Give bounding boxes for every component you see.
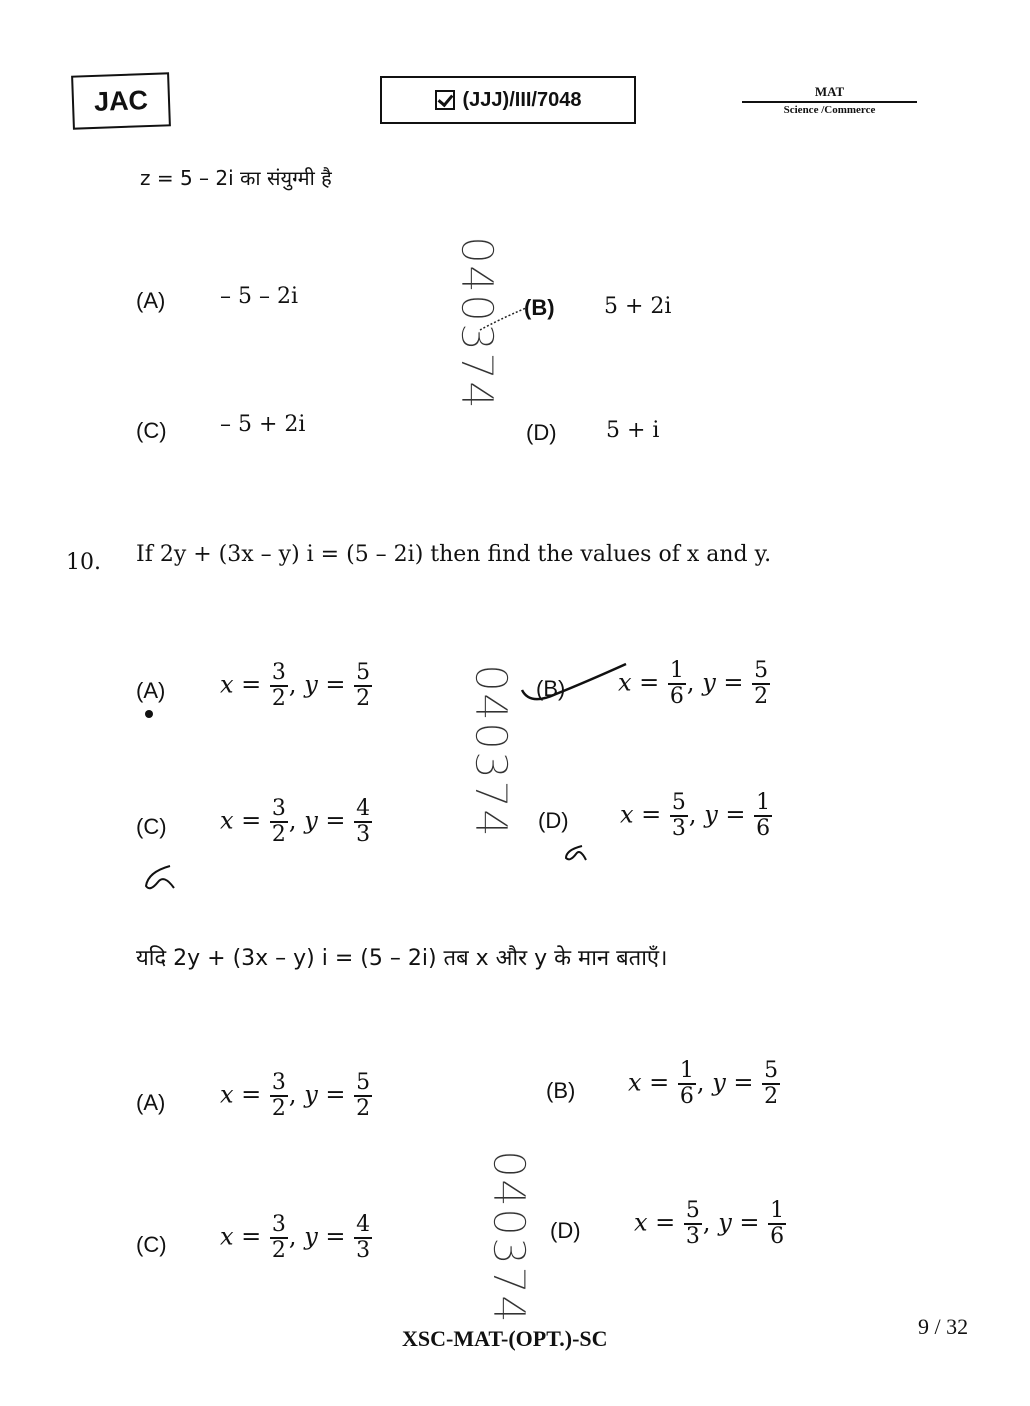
q9-option-c-label: (C) <box>136 418 167 443</box>
q10-option-d: x = $\frac{5}{3}$ , y = $\frac{1}{6}$ <box>620 790 771 841</box>
q9-option-b: 5 + 2i <box>604 294 672 319</box>
page-number: 9 / 32 <box>918 1314 969 1339</box>
q9-option-b-label: (B) <box>524 295 555 320</box>
q9-option-a-label: (A) <box>136 288 166 313</box>
q10-option-d-label: (D) <box>538 808 569 833</box>
q10h-option-c: x = $\frac{3}{2}$ , y = $\frac{4}{3}$ <box>220 1212 371 1263</box>
q10h-option-a: x = $\frac{3}{2}$ , y = $\frac{5}{2}$ <box>220 1070 371 1121</box>
serial-stamp-3: 040374 <box>483 1150 534 1324</box>
q9-option-d-label: (D) <box>526 420 557 445</box>
subject-title: MAT <box>742 84 917 103</box>
handwritten-alpha-mark-2 <box>562 842 592 864</box>
q10h-option-d-label: (D) <box>550 1218 581 1243</box>
q10h-option-a-label: (A) <box>136 1090 166 1115</box>
q10-option-b: x = $\frac{1}{6}$ , y = $\frac{5}{2}$ <box>618 658 769 709</box>
handwritten-tick-mark-2 <box>516 660 636 710</box>
handwritten-alpha-mark-1 <box>140 860 180 894</box>
serial-stamp-1: 040374 <box>451 236 502 410</box>
q10-stem: If 2y + (3x – y) i = (5 – 2i) then find the values of x and y. <box>136 542 772 567</box>
q10-hindi-stem: यदि 2y + (3x – y) i = (5 – 2i) तब x और y के मान बताएँ। <box>136 946 668 971</box>
subject-stream: Science /Commerce <box>783 104 876 116</box>
q10h-option-b-label: (B) <box>546 1078 576 1103</box>
q10h-option-d: x = $\frac{5}{3}$ , y = $\frac{1}{6}$ <box>634 1198 785 1249</box>
paper-code-box <box>380 76 636 124</box>
board-name: JAC <box>93 84 149 117</box>
handwritten-tick-mark-1 <box>478 300 538 340</box>
footer-paper-code: XSC-MAT-(OPT.)-SC <box>402 1326 608 1351</box>
q10-option-b-label: (B) <box>536 676 566 701</box>
q9-option-c: – 5 + 2i <box>220 412 306 437</box>
q9-option-a: – 5 – 2i <box>220 284 299 309</box>
q10-option-a: x = $\frac{3}{2}$ , y = $\frac{5}{2}$ <box>220 660 371 711</box>
q10-option-a-label: (A) <box>136 678 166 703</box>
q9-hindi-stem: z = 5 – 2i का संयुग्मी है <box>140 166 332 190</box>
subject-block <box>742 84 917 116</box>
q9-option-d: 5 + i <box>606 418 660 443</box>
ink-dot <box>140 704 160 724</box>
serial-stamp-2: 040374 <box>465 664 516 838</box>
checkbox-icon <box>435 90 455 110</box>
q10-option-c: x = $\frac{3}{2}$ , y = $\frac{4}{3}$ <box>220 796 371 847</box>
q10-number: 10. <box>66 550 101 575</box>
board-logo <box>71 72 171 129</box>
q10h-option-b: x = $\frac{1}{6}$ , y = $\frac{5}{2}$ <box>628 1058 779 1109</box>
q10h-option-c-label: (C) <box>136 1232 167 1257</box>
q10-option-c-label: (C) <box>136 814 167 839</box>
paper-code: (JJJ)/III/7048 <box>462 88 582 111</box>
